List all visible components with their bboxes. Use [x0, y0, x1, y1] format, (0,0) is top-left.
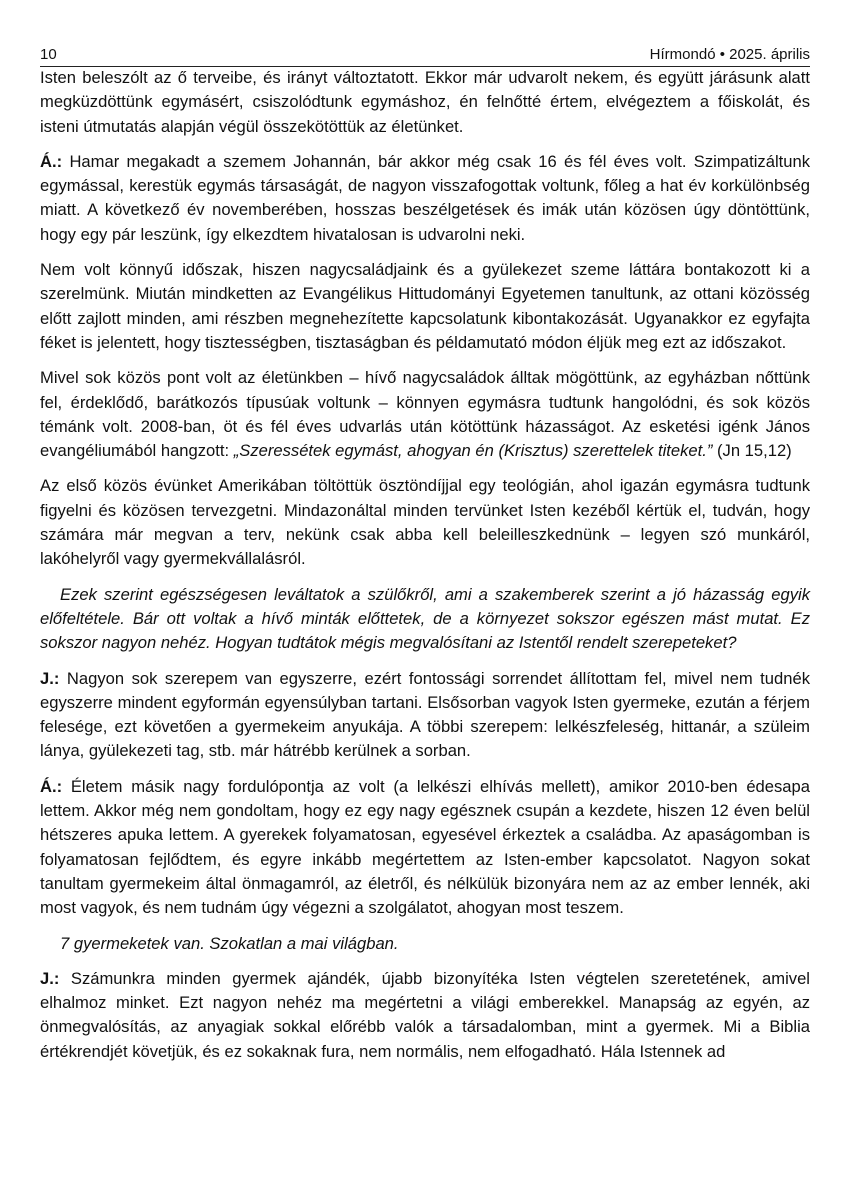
speaker-label: Á.: — [40, 151, 63, 171]
question-text: Ezek szerint egészségesen leváltatok a szülőkről, ami a szakemberek szerint a jó házasság egyik előfeltétele. Bár ott voltak a hívő minták előttetek, de a környezet sokszor egészen mást mutat. Ez sokszor nagyon nehéz. Hogyan tudtátok mégis megvalósítani az Istentől rendelt szerepeteket? — [40, 584, 810, 653]
paragraph-text: Számunkra minden gyermek ajándék, újabb bizonyítéka Isten végtelen szeretetének, amivel elhalmoz minket. Ezt nagyon nehéz ma megértetni a világi emberekkel. Manapság az egyén, az önmegvalósítás, az anyagiak sokkal előrébb valók a társadalomban, mint a gyermek. Mi a Biblia értékrendjét követjük, és ez sokaknak fura, nem normális, nem elfogadható. Hála Istennek ad — [40, 968, 810, 1061]
interview-question-2 — [40, 932, 810, 956]
paragraph-7 — [40, 775, 810, 921]
bible-quote: „Szeressétek egymást, ahogyan én (Krisztus) szerettelek titeket.” — [233, 441, 713, 461]
publication-title: Hírmondó • 2025. április — [649, 46, 810, 63]
bible-reference: (Jn 15,12) — [712, 441, 792, 461]
paragraph-6 — [40, 667, 810, 764]
question-text: 7 gyermeketek van. Szokatlan a mai világban. — [60, 933, 399, 953]
interview-question-1 — [40, 583, 810, 656]
speaker-label: J.: — [40, 968, 60, 988]
speaker-label: Á.: — [40, 776, 63, 796]
page-header — [40, 40, 810, 67]
paragraph-5 — [40, 474, 810, 571]
paragraph-3 — [40, 258, 810, 355]
article-body — [40, 66, 810, 1075]
paragraph-text: Nem volt könnyű időszak, hiszen nagycsaládjaink és a gyülekezet szeme láttára bontakozott ki a szerelmünk. Miután mindketten az Evangélikus Hittudományi Egyetemen tanultunk, az ottani közösség előtt zajlott minden, ami részben megnehezítette kapcsolatunk kibontakozását. Ugyanakkor ez egyfajta féket is jelentett, hogy tisztességben, tisztaságban és példamutató módon éljük meg ezt az időszakot. — [40, 260, 810, 352]
paragraph-text: Hamar megakadt a szemem Johannán, bár akkor még csak 16 és fél éves volt. Szimpatizáltunk egymással, kerestük egymás társaságát, de nagyon visszafogottak voltunk, főleg a hat év korkülönbség miatt. A következő év novemberében, hosszas beszélgetések és imák után közösen úgy döntöttünk, hogy egy pár leszünk, így elkezdtem hivatalosan is udvarolni neki. — [40, 151, 810, 244]
paragraph-2 — [40, 150, 810, 247]
paragraph-8 — [40, 967, 810, 1064]
paragraph-text: Az első közös évünket Amerikában töltöttük ösztöndíjjal egy teológián, ahol igazán egymásra tudtunk figyelni és közösen tervezgetni. Mindazonáltal minden tervünket Isten kezéből kértük el, tudván, hogy számára már megvan a terv, nekünk csak abba kell beleilleszkednünk – legyen szó munkáról, lakóhelyről vagy gyermekvállalásról. — [40, 476, 810, 569]
paragraph-4 — [40, 366, 810, 463]
paragraph-text: Életem másik nagy fordulópontja az volt (a lelkészi elhívás mellett), amikor 2010-ben édesapa lettem. Akkor még nem gondoltam, hogy ez egy nagy egésznek csupán a kezdete, hiszen 12 éven belül hétszeres apuka lettem. A gyerekek folyamatosan, egyesével érkeztek a családba. Az apaságomban is folyamatosan fejlődtem, és egyre inkább megértettem az Isten-ember kapcsolatot. Nagyon sokat tanultam gyermekeim által önmagamról, az életről, és nélkülük bizonyára nem az az ember lennék, aki most vagyok, és nem tudnám úgy végezni a szolgálatot, ahogyan most teszem. — [40, 776, 810, 918]
paragraph-text: Isten beleszólt az ő terveibe, és irányt változtatott. Ekkor már udvarolt nekem, és együtt járásunk alatt megküzdöttünk egymásért, csiszolódtunk egymáshoz, én felnőtté értem, elvégeztem a főiskolát, és isteni útmutatás alapján végül összekötöttük az életünket. — [40, 68, 810, 136]
paragraph-1 — [40, 66, 810, 139]
paragraph-text: Nagyon sok szerepem van egyszerre, ezért fontossági sorrendet állítottam fel, mivel nem tudnék egyszerre mindent egyformán egyensúlyban tartani. Elsősorban vagyok Isten gyermeke, ezután a férjem felesége, ezt követően a gyermekeim anyukája. A többi szerepem: lelkészfeleség, hittanár, a szüleim lánya, gyülekezeti tag, stb. már hátrébb kerülnek a sorban. — [40, 668, 810, 761]
page-number: 10 — [40, 46, 57, 63]
speaker-label: J.: — [40, 668, 60, 688]
paragraph-text: Mivel sok közös pont volt az életünkben – hívő nagycsaládok álltak mögöttünk, az egyházban nőttünk fel, érdeklődő, barátkozós típusúak voltunk – könnyen egymásra tudtunk hangolódni, és sok közös témánk volt. 2008-ban, öt és fél éves udvarlás után kötöttünk házasságot. Az esketési igénk János evangéliumából hangzott: — [40, 368, 810, 461]
